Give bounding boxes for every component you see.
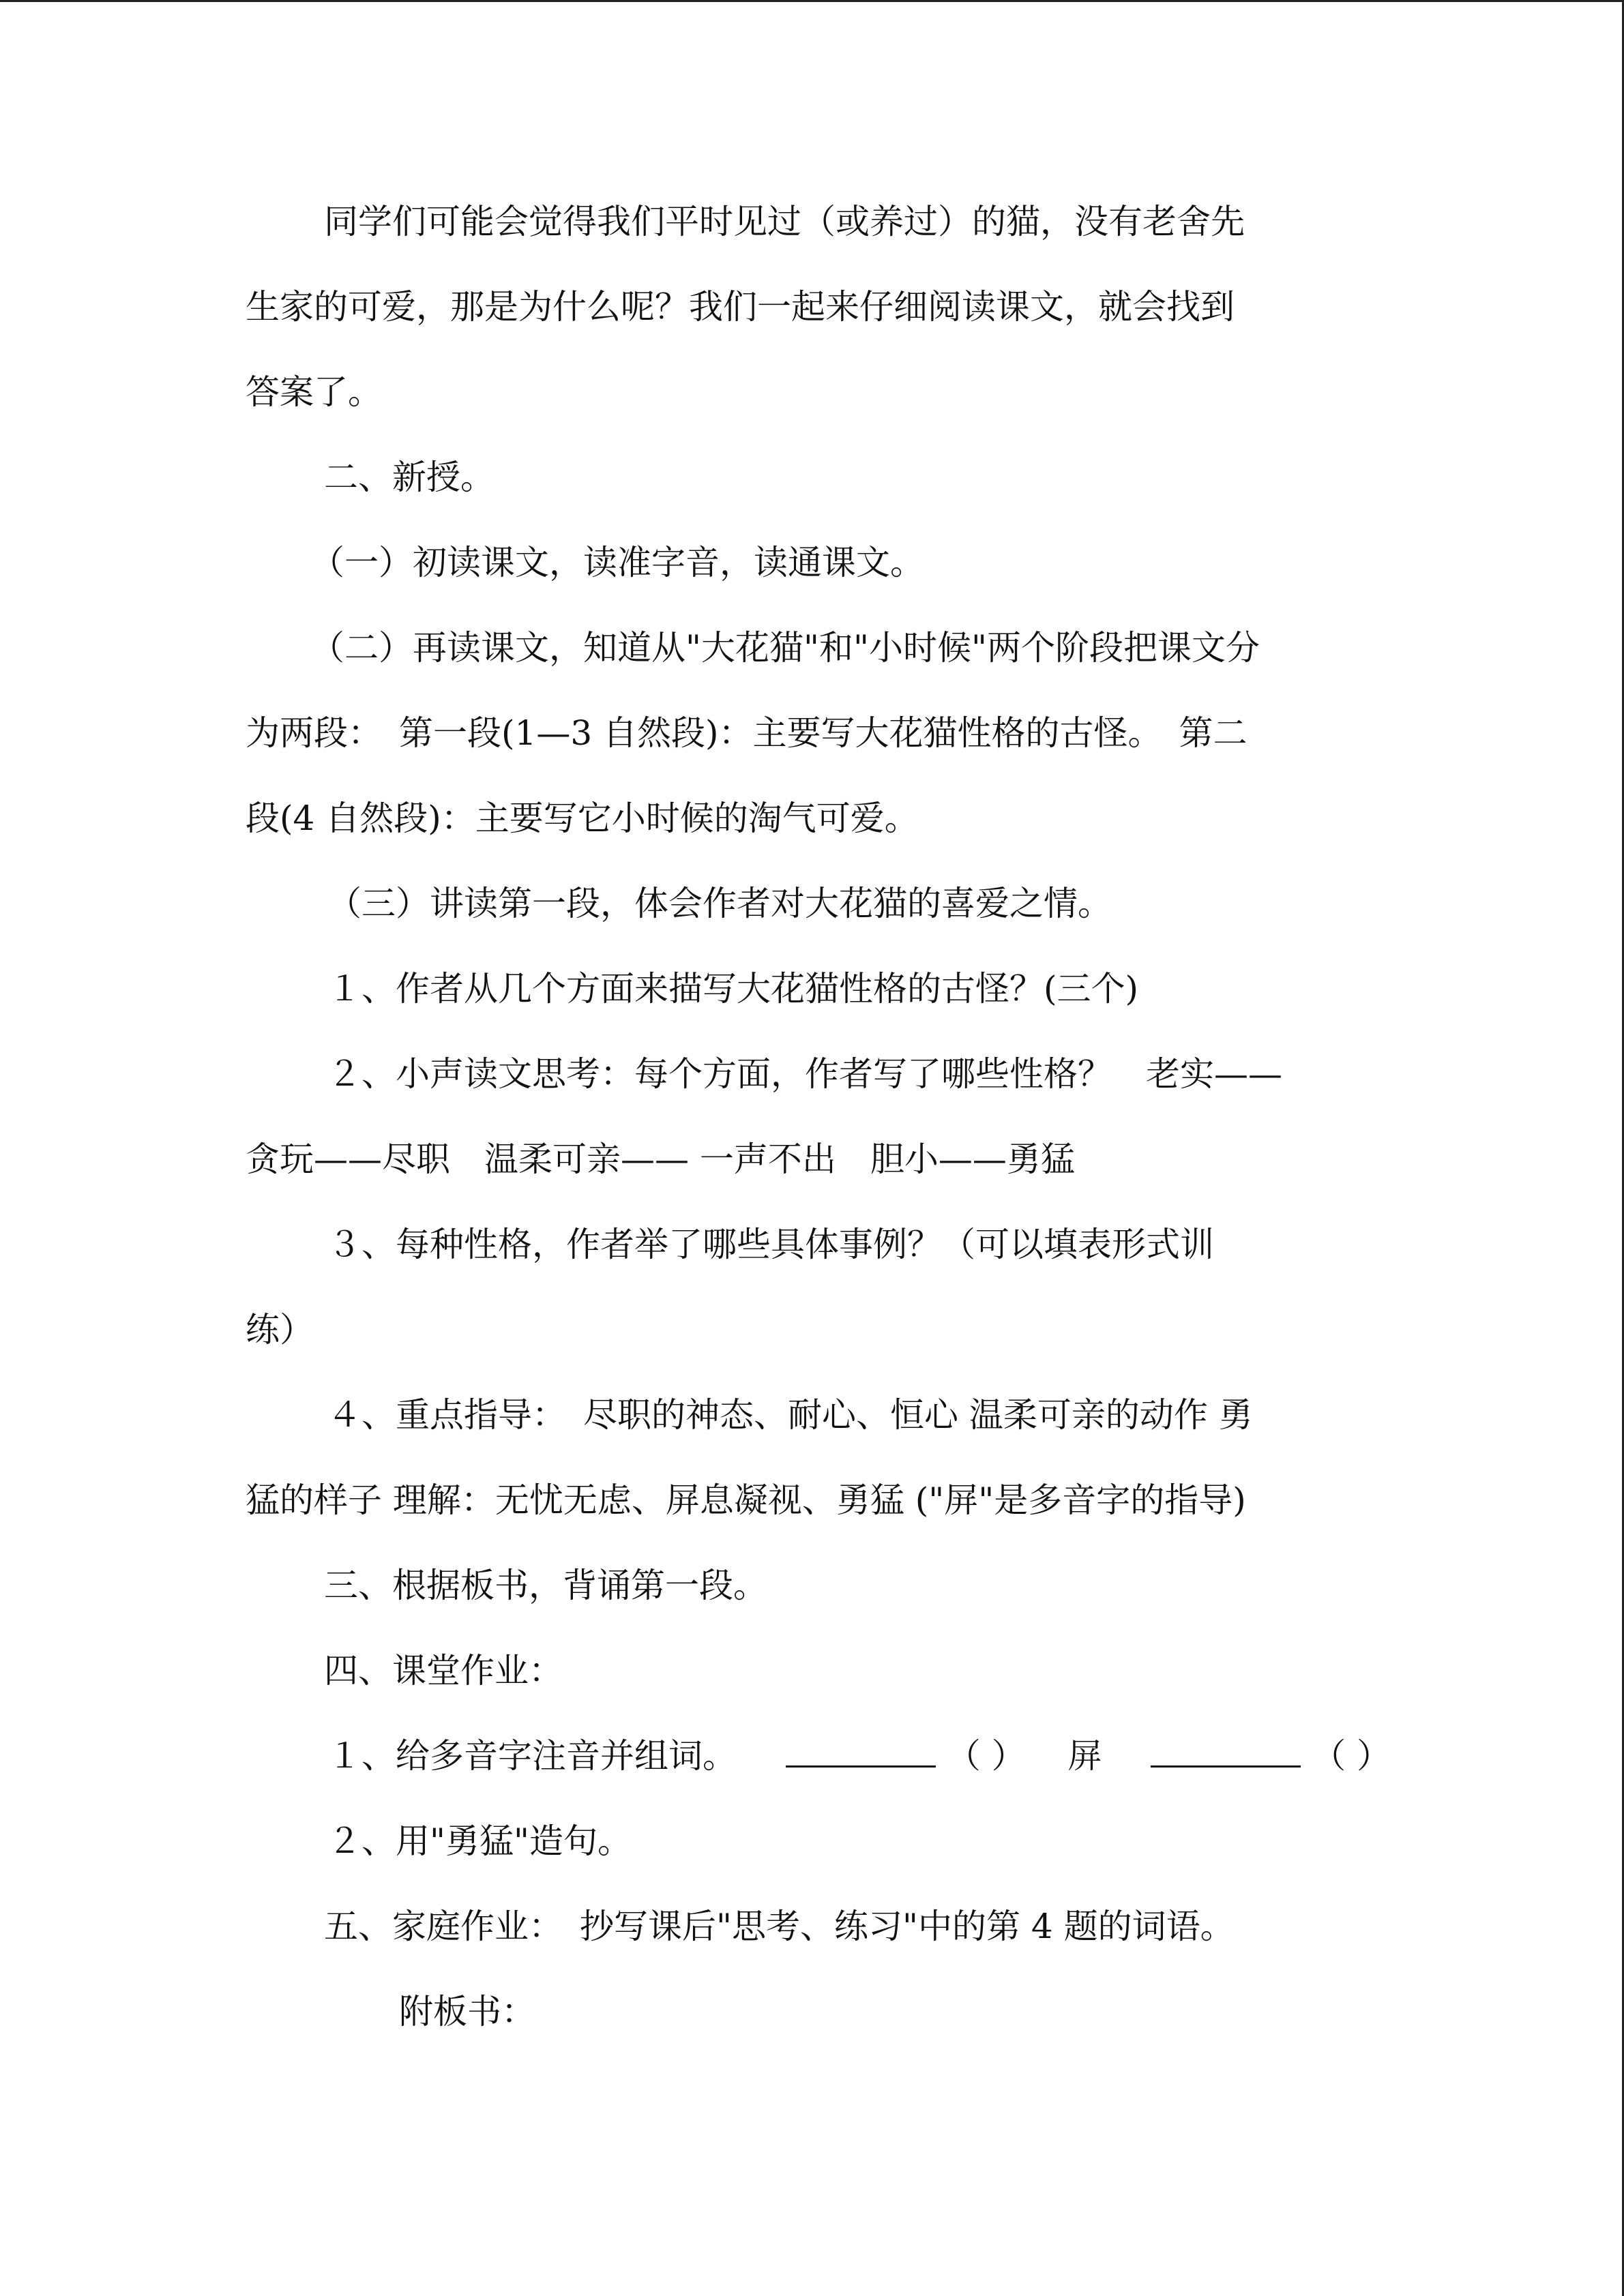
- exercise-prompt: １、给多音字注音并组词。: [327, 1736, 737, 1776]
- subsection-heading: （三）讲读第一段，体会作者对大花猫的喜爱之情。: [327, 884, 1112, 923]
- section-heading: 三、根据板书，背诵第一段。: [324, 1566, 767, 1605]
- subsection-heading: （一）初读课文，读准字音，读通课文。: [310, 543, 924, 582]
- exercise-line: [327, 1732, 1391, 1780]
- page-border-top: [0, 0, 1624, 2]
- section-heading: 五、家庭作业： 抄写课后"思考、练习"中的第 4 题的词语。: [324, 1907, 1235, 1946]
- list-item: ２、小声读文思考：每个方面，作者写了哪些性格？ 老实——: [327, 1054, 1282, 1094]
- paragraph-line: 练）: [246, 1310, 314, 1350]
- paragraph-line: 段(4 自然段)：主要写它小时候的淘气可爱。: [246, 799, 919, 838]
- list-item: １、作者从几个方面来描写大花猫性格的古怪？(三个): [327, 969, 1139, 1009]
- list-item: ４、重点指导： 尽职的神态、耐心、恒心 温柔可亲的动作 勇: [327, 1395, 1253, 1435]
- list-item: ３、每种性格，作者举了哪些具体事例？（可以填表形式训: [327, 1225, 1214, 1264]
- section-heading: 二、新授。: [324, 458, 494, 497]
- paragraph-line: 猛的样子 理解：无忧无虑、屏息凝视、勇猛 ("屏"是多音字的指导): [246, 1480, 1246, 1520]
- paragraph-line: 同学们可能会觉得我们平时见过（或养过）的猫，没有老舍先: [324, 202, 1245, 241]
- paragraph-line: （二）再读课文，知道从"大花猫"和"小时候"两个阶段把课文分: [310, 628, 1260, 668]
- paragraph-line: 贪玩——尽职 温柔可亲—— 一声不出 胆小——勇猛: [246, 1139, 1075, 1179]
- list-item: ２、用"勇猛"造句。: [327, 1821, 632, 1861]
- answer-blank-2[interactable]: [1151, 1735, 1301, 1768]
- pinyin-paren-2: （ ）: [1312, 1736, 1391, 1776]
- polyphone-char: 屏: [1067, 1736, 1102, 1776]
- answer-blank-1[interactable]: [786, 1735, 936, 1768]
- paragraph-line: 答案了。: [246, 372, 382, 412]
- pinyin-paren-1: （ ）: [946, 1736, 1026, 1776]
- board-notes-heading: 附板书：: [399, 1992, 535, 2031]
- paragraph-line: 生家的可爱，那是为什么呢？我们一起来仔细阅读课文，就会找到: [246, 287, 1235, 327]
- section-heading: 四、课堂作业：: [324, 1651, 563, 1690]
- paragraph-line: 为两段： 第一段(1—3 自然段)：主要写大花猫性格的古怪。 第二: [246, 713, 1247, 753]
